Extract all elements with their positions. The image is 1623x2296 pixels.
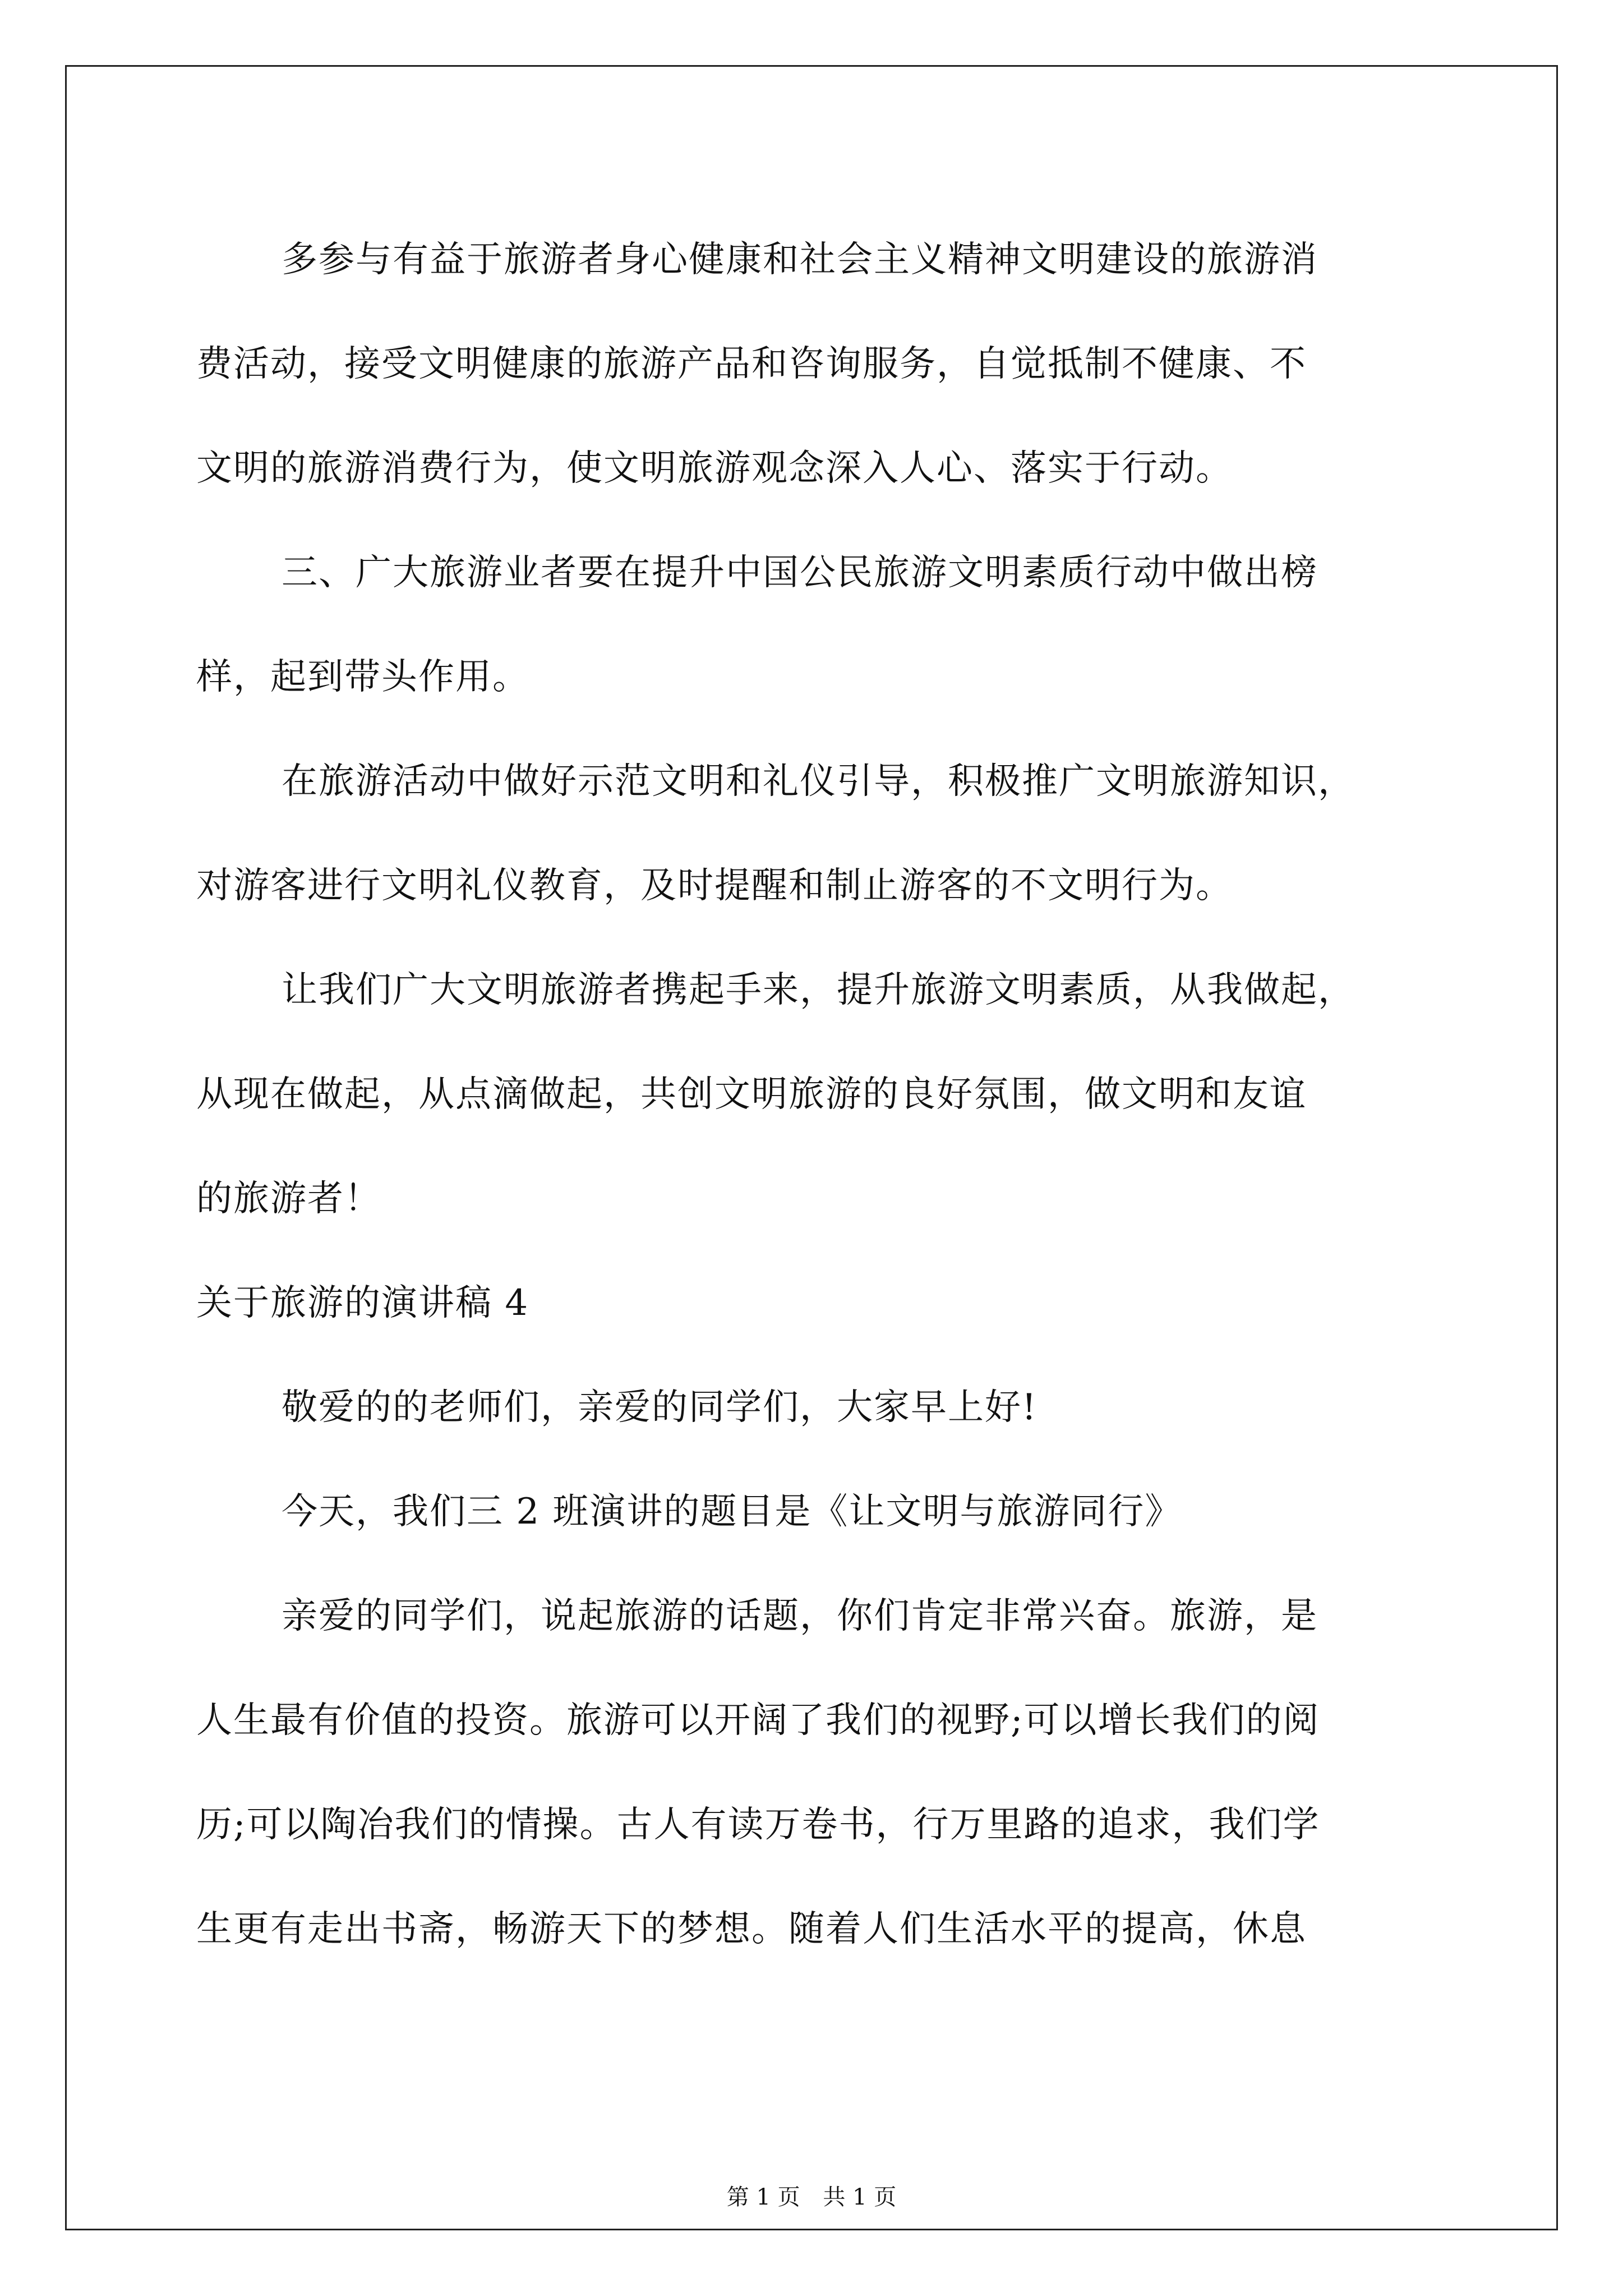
text-line: 费活动，接受文明健康的旅游产品和咨询服务，自觉抵制不健康、不 [196,343,1307,385]
text-line: 人生最有价值的投资。旅游可以开阔了我们的视野;可以增长我们的阅 [196,1700,1320,1741]
text-line: 的旅游者！ [196,1178,381,1220]
text-line: 多参与有益于旅游者身心健康和社会主义精神文明建设的旅游消 [282,239,1318,280]
text-line: 样，起到带头作用。 [196,656,529,698]
section-heading: 关于旅游的演讲稿 4 [196,1282,529,1324]
text-line: 敬爱的的老师们，亲爱的同学们，大家早上好! [282,1387,1038,1428]
text-line: 生更有走出书斋，畅游天下的梦想。随着人们生活水平的提高，休息 [196,1908,1307,1950]
text-line: 文明的旅游消费行为，使文明旅游观念深入人心、落实于行动。 [196,448,1233,489]
text-line: 从现在做起，从点滴做起，共创文明旅游的良好氛围，做文明和友谊 [196,1074,1307,1115]
page-total: 共 1 页 [823,2184,897,2210]
text-line: 三、广大旅游业者要在提升中国公民旅游文明素质行动中做出榜 [282,552,1318,593]
page-footer [0,2179,1623,2211]
text-line: 历;可以陶冶我们的情操。古人有读万卷书，行万里路的追求，我们学 [196,1804,1320,1846]
text-line: 在旅游活动中做好示范文明和礼仪引导，积极推广文明旅游知识， [282,761,1355,802]
document-body [196,208,1424,1981]
page-number: 第 1 页 [726,2184,800,2210]
text-line: 今天，我们三 2 班演讲的题目是《让文明与旅游同行》 [282,1491,1182,1533]
text-line: 让我们广大文明旅游者携起手来，提升旅游文明素质，从我做起， [282,969,1355,1011]
text-line: 亲爱的同学们，说起旅游的话题，你们肯定非常兴奋。旅游，是 [282,1595,1318,1637]
text-line: 对游客进行文明礼仪教育，及时提醒和制止游客的不文明行为。 [196,865,1233,907]
